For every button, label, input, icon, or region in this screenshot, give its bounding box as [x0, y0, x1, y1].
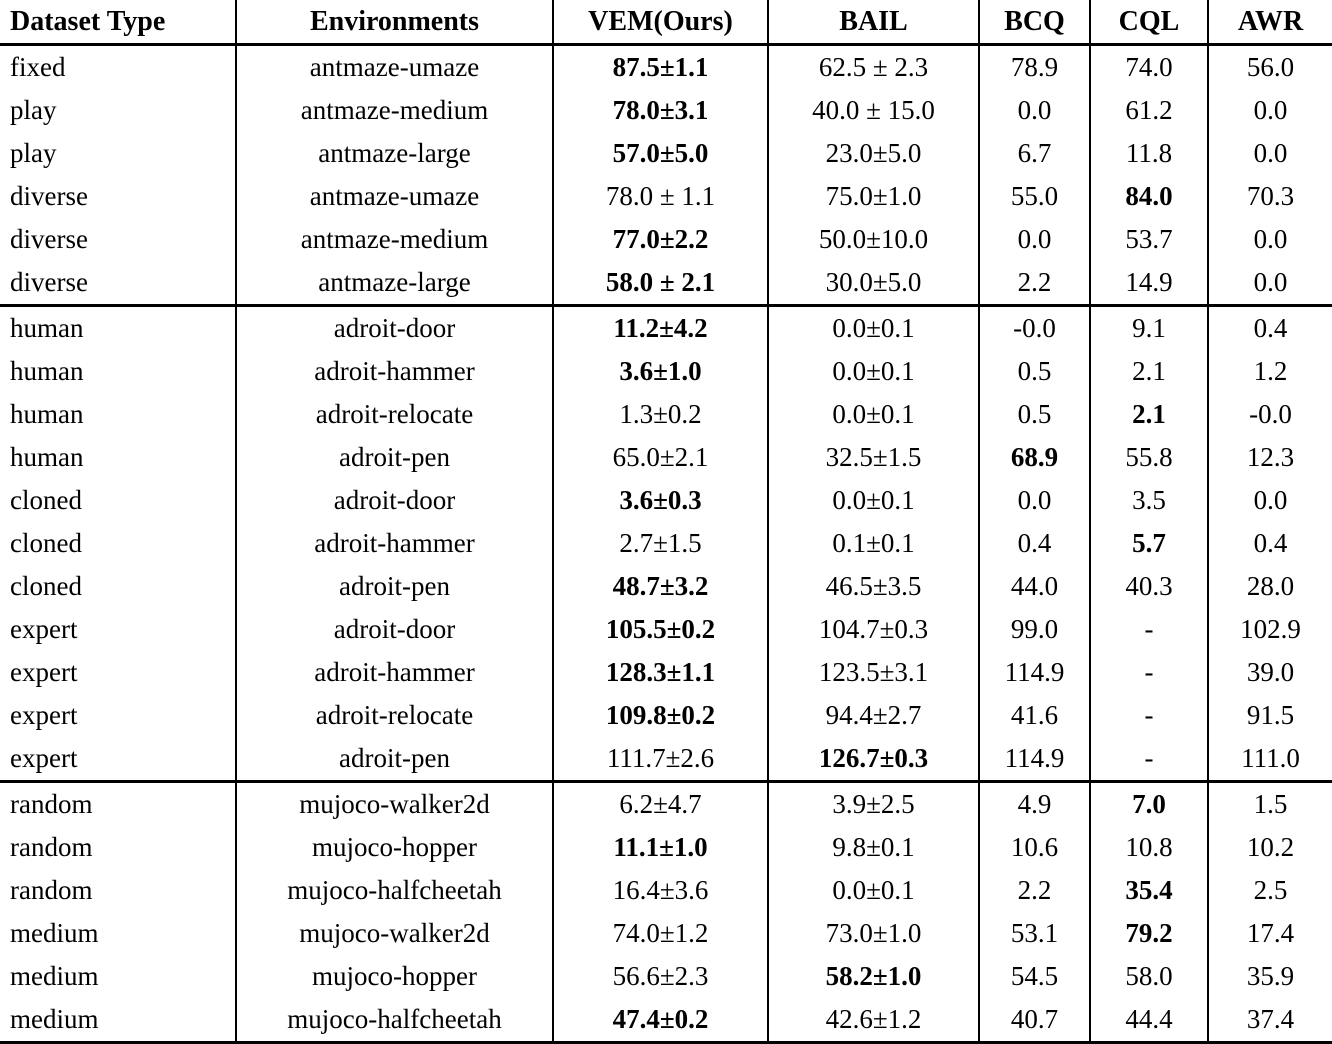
cell-environment: antmaze-medium — [236, 218, 553, 261]
cell-bcq: 0.0 — [979, 218, 1090, 261]
cell-vem: 78.0 ± 1.1 — [553, 175, 768, 218]
table-row — [0, 869, 1332, 912]
cell-bcq: 55.0 — [979, 175, 1090, 218]
cell-bcq: 114.9 — [979, 651, 1090, 694]
cell-bcq: 0.5 — [979, 393, 1090, 436]
table-row — [0, 393, 1332, 436]
cell-cql: 7.0 — [1090, 782, 1208, 827]
cell-awr: 28.0 — [1208, 565, 1332, 608]
column-header-dataset-type: Dataset Type — [10, 5, 166, 37]
cell-environment: mujoco-halfcheetah — [236, 998, 553, 1043]
cell-bcq: 0.4 — [979, 522, 1090, 565]
cell-bcq: 53.1 — [979, 912, 1090, 955]
cell-vem: 11.1±1.0 — [553, 826, 768, 869]
cell-vem: 1.3±0.2 — [553, 393, 768, 436]
cell-bail: 46.5±3.5 — [768, 565, 979, 608]
cell-awr: 102.9 — [1208, 608, 1332, 651]
table-body — [0, 45, 1332, 1043]
cell-awr: -0.0 — [1208, 393, 1332, 436]
cell-dataset_type: diverse — [0, 261, 236, 306]
table-row — [0, 261, 1332, 306]
cell-cql: 61.2 — [1090, 89, 1208, 132]
cell-environment: adroit-hammer — [236, 522, 553, 565]
cell-awr: 0.0 — [1208, 479, 1332, 522]
cell-bcq: 2.2 — [979, 261, 1090, 306]
cell-cql: 53.7 — [1090, 218, 1208, 261]
cell-bcq: 4.9 — [979, 782, 1090, 827]
table-row — [0, 306, 1332, 351]
table-row — [0, 782, 1332, 827]
cell-cql: 35.4 — [1090, 869, 1208, 912]
cell-dataset_type: expert — [10, 657, 78, 687]
cell-bcq: 99.0 — [979, 608, 1090, 651]
cell-vem: 128.3±1.1 — [553, 651, 768, 694]
cell-bcq: 68.9 — [979, 436, 1090, 479]
cell-dataset_type: human — [10, 313, 84, 343]
cell-dataset_type: medium — [0, 998, 236, 1043]
cell-vem: 109.8±0.2 — [553, 694, 768, 737]
cell-bail: 94.4±2.7 — [768, 694, 979, 737]
table-row — [0, 522, 1332, 565]
cell-environment: adroit-relocate — [236, 694, 553, 737]
cell-bcq: 78.9 — [979, 45, 1090, 90]
cell-dataset_type: expert — [10, 700, 78, 730]
cell-bcq: 44.0 — [979, 565, 1090, 608]
cell-awr: 0.0 — [1208, 218, 1332, 261]
cell-bail: 0.0±0.1 — [768, 869, 979, 912]
cell-vem: 111.7±2.6 — [553, 737, 768, 782]
cell-environment: adroit-hammer — [236, 651, 553, 694]
cell-bail: 0.1±0.1 — [768, 522, 979, 565]
cell-environment: mujoco-walker2d — [236, 912, 553, 955]
cell-environment: adroit-pen — [236, 565, 553, 608]
cell-awr: 37.4 — [1208, 998, 1332, 1043]
cell-cql: - — [1090, 651, 1208, 694]
cell-bail: 50.0±10.0 — [768, 218, 979, 261]
cell-cql: - — [1090, 608, 1208, 651]
cell-dataset_type: cloned — [10, 485, 82, 515]
cell-vem: 58.0 ± 2.1 — [553, 261, 768, 306]
cell-vem: 3.6±0.3 — [553, 479, 768, 522]
cell-cql: 9.1 — [1090, 306, 1208, 351]
cell-awr: 35.9 — [1208, 955, 1332, 998]
cell-bail: 40.0 ± 15.0 — [768, 89, 979, 132]
cell-dataset_type: human — [10, 356, 84, 386]
cell-dataset_type: expert — [10, 614, 78, 644]
cell-cql: 10.8 — [1090, 826, 1208, 869]
cell-bail: 123.5±3.1 — [768, 651, 979, 694]
cell-awr: 70.3 — [1208, 175, 1332, 218]
cell-awr: 0.0 — [1208, 89, 1332, 132]
cell-bcq: 10.6 — [979, 826, 1090, 869]
cell-bail: 0.0±0.1 — [768, 479, 979, 522]
column-header-awr: AWR — [1208, 0, 1332, 45]
cell-cql: 5.7 — [1090, 522, 1208, 565]
cell-awr: 111.0 — [1208, 737, 1332, 782]
column-header-bcq: BCQ — [979, 0, 1090, 45]
cell-bcq: 41.6 — [979, 694, 1090, 737]
cell-dataset_type: expert — [0, 737, 236, 782]
cell-dataset_type: medium — [10, 918, 99, 948]
cell-vem: 105.5±0.2 — [553, 608, 768, 651]
cell-dataset_type: human — [10, 399, 84, 429]
table-row — [0, 89, 1332, 132]
cell-vem: 87.5±1.1 — [553, 45, 768, 90]
cell-vem: 56.6±2.3 — [553, 955, 768, 998]
cell-dataset_type: diverse — [10, 181, 88, 211]
cell-bail: 9.8±0.1 — [768, 826, 979, 869]
cell-vem: 16.4±3.6 — [553, 869, 768, 912]
cell-bcq: 2.2 — [979, 869, 1090, 912]
cell-bail: 0.0±0.1 — [768, 350, 979, 393]
cell-cql: 2.1 — [1090, 350, 1208, 393]
cell-awr: 0.4 — [1208, 306, 1332, 351]
cell-environment: adroit-door — [236, 306, 553, 351]
cell-bail: 75.0±1.0 — [768, 175, 979, 218]
table-row — [0, 45, 1332, 90]
cell-environment: antmaze-umaze — [236, 45, 553, 90]
cell-environment: adroit-pen — [236, 436, 553, 479]
cell-bcq: -0.0 — [979, 306, 1090, 351]
table-row — [0, 565, 1332, 608]
cell-dataset_type: play — [10, 138, 57, 168]
cell-awr: 39.0 — [1208, 651, 1332, 694]
cell-vem: 77.0±2.2 — [553, 218, 768, 261]
cell-cql: 14.9 — [1090, 261, 1208, 306]
cell-environment: adroit-door — [236, 479, 553, 522]
cell-bail: 126.7±0.3 — [768, 737, 979, 782]
cell-cql: 44.4 — [1090, 998, 1208, 1043]
cell-vem: 65.0±2.1 — [553, 436, 768, 479]
cell-vem: 11.2±4.2 — [553, 306, 768, 351]
cell-dataset_type: medium — [10, 961, 99, 991]
cell-bcq: 6.7 — [979, 132, 1090, 175]
cell-dataset_type: random — [10, 875, 93, 905]
cell-environment: mujoco-halfcheetah — [236, 869, 553, 912]
cell-environment: adroit-relocate — [236, 393, 553, 436]
cell-bail: 32.5±1.5 — [768, 436, 979, 479]
cell-vem: 2.7±1.5 — [553, 522, 768, 565]
cell-bail: 0.0±0.1 — [768, 393, 979, 436]
cell-cql: 84.0 — [1090, 175, 1208, 218]
cell-dataset_type: diverse — [10, 224, 88, 254]
cell-vem: 3.6±1.0 — [553, 350, 768, 393]
cell-environment: mujoco-walker2d — [236, 782, 553, 827]
table-row — [0, 175, 1332, 218]
cell-bail: 62.5 ± 2.3 — [768, 45, 979, 90]
cell-bcq: 0.0 — [979, 89, 1090, 132]
cell-dataset_type: random — [10, 789, 93, 819]
cell-environment: antmaze-large — [236, 261, 553, 306]
cell-awr: 12.3 — [1208, 436, 1332, 479]
cell-environment: adroit-pen — [236, 737, 553, 782]
cell-environment: adroit-hammer — [236, 350, 553, 393]
column-header-bail: BAIL — [768, 0, 979, 45]
cell-awr: 1.2 — [1208, 350, 1332, 393]
cell-vem: 48.7±3.2 — [553, 565, 768, 608]
cell-bail: 0.0±0.1 — [768, 306, 979, 351]
cell-bail: 104.7±0.3 — [768, 608, 979, 651]
table-row — [0, 651, 1332, 694]
cell-bail: 3.9±2.5 — [768, 782, 979, 827]
table-row — [0, 479, 1332, 522]
cell-cql: 40.3 — [1090, 565, 1208, 608]
cell-vem: 47.4±0.2 — [553, 998, 768, 1043]
cell-awr: 91.5 — [1208, 694, 1332, 737]
cell-awr: 0.4 — [1208, 522, 1332, 565]
cell-cql: 58.0 — [1090, 955, 1208, 998]
cell-vem: 57.0±5.0 — [553, 132, 768, 175]
cell-bcq: 0.0 — [979, 479, 1090, 522]
cell-bcq: 0.5 — [979, 350, 1090, 393]
table-row — [0, 350, 1332, 393]
cell-dataset_type: cloned — [10, 528, 82, 558]
cell-dataset_type: cloned — [10, 571, 82, 601]
cell-awr: 0.0 — [1208, 261, 1332, 306]
cell-vem: 74.0±1.2 — [553, 912, 768, 955]
table-row — [0, 608, 1332, 651]
cell-environment: mujoco-hopper — [236, 955, 553, 998]
column-header-environments: Environments — [236, 0, 553, 45]
cell-vem: 6.2±4.7 — [553, 782, 768, 827]
cell-cql: 11.8 — [1090, 132, 1208, 175]
header-row — [0, 0, 1332, 45]
cell-awr: 1.5 — [1208, 782, 1332, 827]
cell-bail: 42.6±1.2 — [768, 998, 979, 1043]
cell-environment: mujoco-hopper — [236, 826, 553, 869]
cell-bcq: 40.7 — [979, 998, 1090, 1043]
cell-awr: 56.0 — [1208, 45, 1332, 90]
table-row — [0, 955, 1332, 998]
table-row — [0, 737, 1332, 782]
cell-dataset_type: random — [10, 832, 93, 862]
cell-dataset_type: play — [10, 95, 57, 125]
cell-cql: 55.8 — [1090, 436, 1208, 479]
table-header — [0, 0, 1332, 45]
table-row — [0, 826, 1332, 869]
table-row — [0, 132, 1332, 175]
cell-environment: antmaze-umaze — [236, 175, 553, 218]
cell-cql: 3.5 — [1090, 479, 1208, 522]
cell-awr: 10.2 — [1208, 826, 1332, 869]
table-row — [0, 912, 1332, 955]
cell-vem: 78.0±3.1 — [553, 89, 768, 132]
cell-cql: 79.2 — [1090, 912, 1208, 955]
cell-cql: - — [1090, 737, 1208, 782]
cell-bail: 58.2±1.0 — [768, 955, 979, 998]
table-row — [0, 998, 1332, 1043]
column-header-vem: VEM(Ours) — [553, 0, 768, 45]
table-row — [0, 436, 1332, 479]
column-header-cql: CQL — [1090, 0, 1208, 45]
cell-bail: 30.0±5.0 — [768, 261, 979, 306]
cell-dataset_type: human — [10, 442, 84, 472]
cell-environment: adroit-door — [236, 608, 553, 651]
cell-bcq: 54.5 — [979, 955, 1090, 998]
cell-dataset_type: fixed — [10, 52, 66, 82]
cell-awr: 17.4 — [1208, 912, 1332, 955]
cell-cql: 2.1 — [1090, 393, 1208, 436]
cell-environment: antmaze-large — [236, 132, 553, 175]
cell-awr: 2.5 — [1208, 869, 1332, 912]
cell-bcq: 114.9 — [979, 737, 1090, 782]
cell-bail: 73.0±1.0 — [768, 912, 979, 955]
cell-bail: 23.0±5.0 — [768, 132, 979, 175]
cell-cql: 74.0 — [1090, 45, 1208, 90]
table-row — [0, 694, 1332, 737]
cell-cql: - — [1090, 694, 1208, 737]
cell-awr: 0.0 — [1208, 132, 1332, 175]
cell-environment: antmaze-medium — [236, 89, 553, 132]
table-row — [0, 218, 1332, 261]
